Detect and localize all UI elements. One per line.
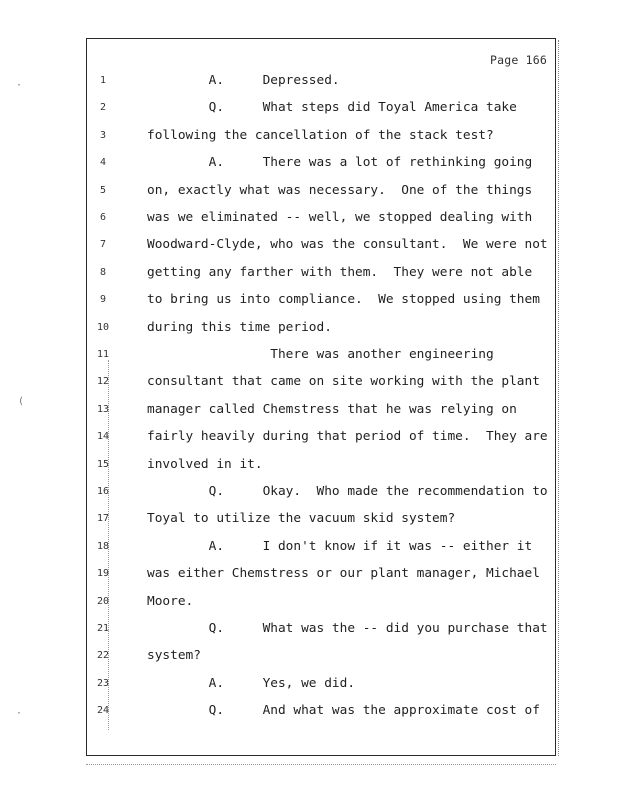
line-text: A. Yes, we did.	[147, 675, 356, 691]
line-text: Woodward-Clyde, who was the consultant. We were not	[147, 237, 548, 253]
transcript-line	[86, 509, 556, 529]
line-text: consultant that came on site working with the plant	[147, 374, 540, 390]
line-number: 20	[96, 595, 110, 607]
scan-speck: ·	[16, 708, 23, 719]
line-text: during this time period.	[147, 319, 332, 335]
line-number: 14	[96, 431, 110, 443]
transcript-line	[86, 400, 556, 420]
transcript-line	[86, 126, 556, 146]
line-text: to bring us into compliance. We stopped using them	[147, 292, 540, 308]
line-number: 23	[96, 677, 110, 689]
page-right-margin-marks	[558, 40, 563, 756]
transcript-line	[86, 290, 556, 310]
transcript-line	[86, 537, 556, 557]
transcript-line	[86, 372, 556, 392]
line-text: Moore.	[147, 593, 194, 609]
line-text: Q. And what was the approximate cost of	[147, 703, 540, 719]
line-number: 12	[96, 376, 110, 388]
line-number: 4	[99, 157, 107, 169]
line-number: 15	[96, 458, 110, 470]
scan-speck: (	[18, 396, 25, 407]
line-text: system?	[147, 648, 201, 664]
line-number: 22	[96, 650, 110, 662]
line-number: 10	[96, 321, 110, 333]
line-number: 17	[96, 513, 110, 525]
line-text: was we eliminated -- well, we stopped dealing with	[147, 210, 533, 225]
line-text: A. There was a lot of rethinking going	[147, 155, 533, 171]
transcript-line	[86, 564, 556, 584]
line-text: Q. What steps did Toyal America take	[147, 100, 517, 116]
line-number: 5	[99, 184, 107, 196]
line-number: 8	[99, 266, 107, 278]
transcript-line	[86, 181, 556, 201]
transcript-line	[86, 482, 556, 502]
line-text: on, exactly what was necessary. One of the things	[147, 182, 533, 198]
scan-speck: ·	[16, 80, 23, 91]
line-number: 24	[96, 705, 110, 717]
line-number: 7	[99, 239, 107, 251]
transcript-line	[86, 619, 556, 639]
line-text: fairly heavily during that period of time. They are	[147, 429, 548, 445]
line-text: following the cancellation of the stack test?	[147, 127, 494, 143]
line-number: 21	[96, 623, 110, 634]
transcript-line	[86, 153, 556, 173]
line-number: 9	[99, 294, 107, 306]
page-number: Page 166	[490, 53, 547, 67]
line-text: Toyal to utilize the vacuum skid system?	[147, 511, 456, 527]
line-number: 1	[99, 75, 107, 86]
transcript-line	[86, 235, 556, 255]
transcript-line	[86, 345, 556, 365]
transcript-line	[86, 646, 556, 666]
line-text: was either Chemstress or our plant manager, Michael	[147, 566, 540, 582]
line-text: manager called Chemstress that he was relying on	[147, 401, 517, 417]
line-text: Q. Okay. Who made the recommendation to	[147, 484, 548, 499]
transcript-line	[86, 71, 556, 91]
line-text: A. Depressed.	[147, 73, 340, 88]
line-text: There was another engineering	[147, 347, 494, 362]
line-number: 2	[99, 102, 107, 114]
line-number: 16	[96, 486, 110, 497]
line-number: 6	[99, 212, 107, 223]
line-number: 18	[96, 540, 110, 552]
transcript-line	[86, 592, 556, 612]
transcript-line	[86, 427, 556, 447]
line-number: 13	[96, 403, 110, 415]
line-text: getting any farther with them. They were not able	[147, 264, 533, 280]
transcript-line	[86, 701, 556, 721]
transcript-line	[86, 455, 556, 475]
transcript-line	[86, 98, 556, 118]
transcript-line	[86, 318, 556, 338]
line-text: A. I don't know if it was -- either it	[147, 538, 533, 554]
transcript-line	[86, 674, 556, 694]
page-footer-strip	[86, 764, 556, 768]
transcript-line	[86, 208, 556, 228]
line-text: Q. What was the -- did you purchase that	[147, 621, 548, 636]
line-number: 19	[96, 568, 110, 580]
transcript-line	[86, 263, 556, 283]
line-number: 11	[96, 349, 110, 360]
line-text: involved in it.	[147, 456, 263, 472]
line-number: 3	[99, 129, 107, 141]
